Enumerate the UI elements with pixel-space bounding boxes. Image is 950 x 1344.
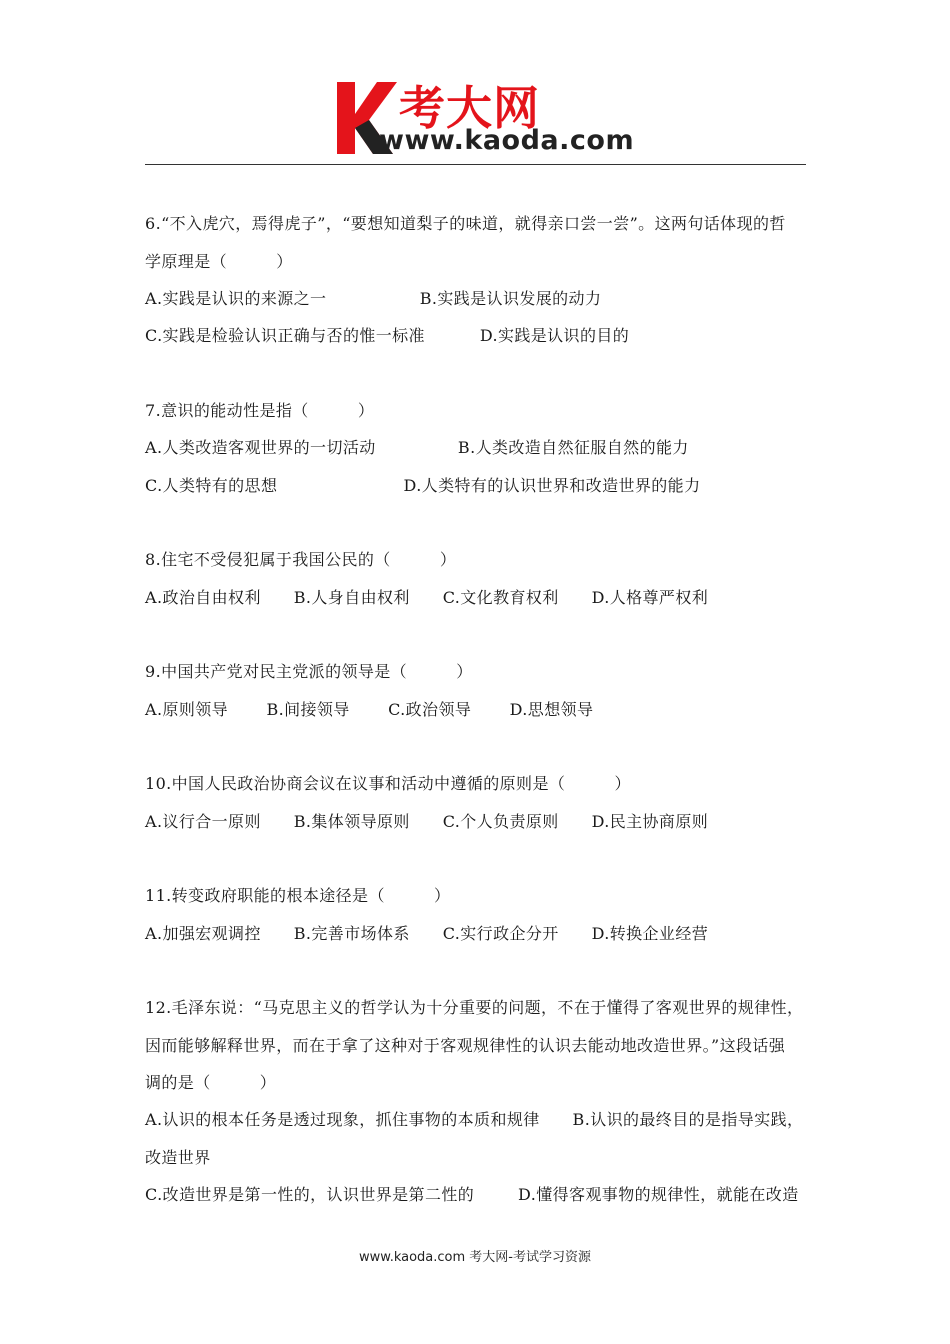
question-12-stem-line-3: 调的是（ ） [145, 1073, 277, 1092]
question-12-options-line-3: C.改造世界是第一性的，认识世界是第二性的 D.懂得客观事物的规律性，就能在改造 [145, 1185, 799, 1204]
question-10-options: A.议行合一原则 B.集体领导原则 C.个人负责原则 D.民主协商原则 [145, 812, 709, 831]
logo-chinese-text: 考大网 [399, 81, 540, 135]
question-11-stem: 11.转变政府职能的根本途径是（ ） [145, 886, 451, 905]
question-12-stem-line-1: 12.毛泽东说：“马克思主义的哲学认为十分重要的问题，不在于懂得了客观世界的规律性， [145, 998, 804, 1017]
question-11-options: A.加强宏观调控 B.完善市场体系 C.实行政企分开 D.转换企业经营 [145, 924, 709, 943]
question-9-options: A.原则领导 B.间接领导 C.政治领导 D.思想领导 [145, 700, 594, 719]
page-footer: www.kaoda.com 考大网-考试学习资源 [359, 1250, 591, 1265]
question-7-options-line-2: C.人类特有的思想 D.人类特有的认识世界和改造世界的能力 [145, 476, 701, 495]
question-12-options-line-1: A.认识的根本任务是透过现象，抓住事物的本质和规律 B.认识的最终目的是指导实践， [145, 1110, 804, 1129]
page-header [145, 68, 806, 166]
question-12-options-line-2: 改造世界 [145, 1148, 211, 1167]
question-8-stem: 8.住宅不受侵犯属于我国公民的（ ） [145, 550, 457, 569]
question-7-stem: 7.意识的能动性是指（ ） [145, 401, 375, 420]
question-6-stem-line-2: 学原理是（ ） [145, 252, 293, 271]
question-8-options: A.政治自由权利 B.人身自由权利 C.文化教育权利 D.人格尊严权利 [145, 588, 709, 607]
question-9-stem: 9.中国共产党对民主党派的领导是（ ） [145, 662, 473, 681]
question-6-stem-line-1: 6.“不入虎穴，焉得虎子”，“要想知道梨子的味道，就得亲口尝一尝”。这两句话体现的哲 [145, 214, 786, 233]
question-10-stem: 10.中国人民政治协商会议在议事和活动中遵循的原则是（ ） [145, 774, 631, 793]
question-7-options-line-1: A.人类改造客观世界的一切活动 B.人类改造自然征服自然的能力 [145, 438, 689, 457]
header-divider [145, 164, 806, 165]
question-12-stem-line-2: 因而能够解释世界，而在于拿了这种对于客观规律性的认识去能动地改造世界。”这段话强 [145, 1036, 786, 1055]
question-6-options-line-1: A.实践是认识的来源之一 B.实践是认识发展的动力 [145, 289, 602, 308]
question-6-options-line-2: C.实践是检验认识正确与否的惟一标准 D.实践是认识的目的 [145, 326, 630, 345]
logo-url-text: www.kaoda.com [379, 125, 635, 156]
kaoda-logo[interactable] [333, 76, 653, 160]
